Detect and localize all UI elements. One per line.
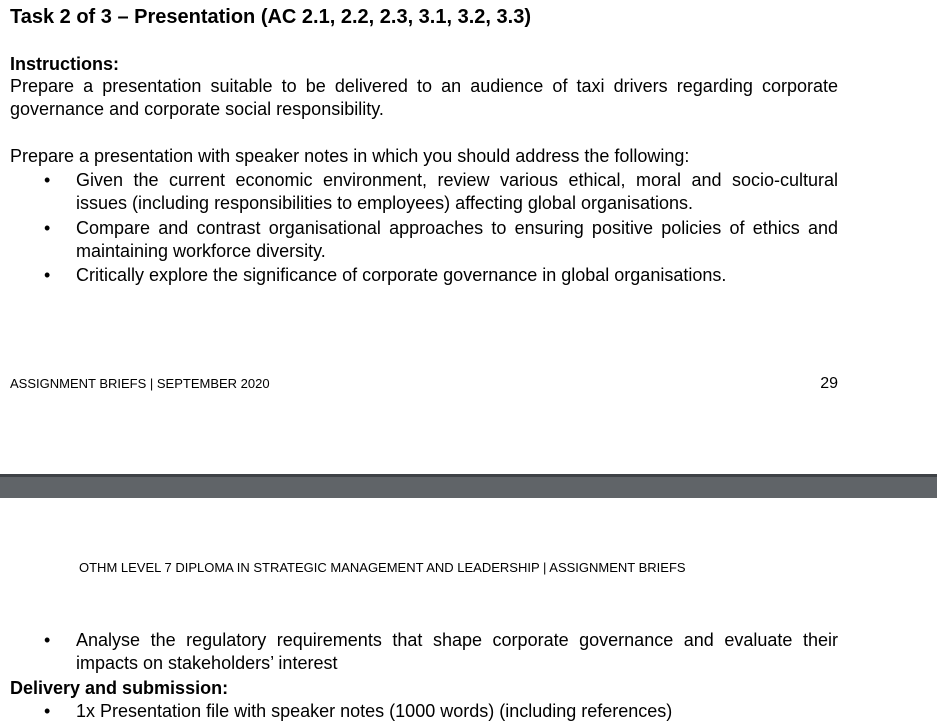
list-item <box>10 217 838 263</box>
page-header: OTHM LEVEL 7 DIPLOMA IN STRATEGIC MANAGEMENT AND LEADERSHIP | ASSIGNMENT BRIEFS <box>79 560 686 575</box>
bullet-icon: • <box>44 630 51 650</box>
bullet-icon: • <box>44 265 51 285</box>
list-item <box>10 264 838 287</box>
task-title: Task 2 of 3 – Presentation (AC 2.1, 2.2, 2.3, 3.1, 3.2, 3.3) <box>10 6 531 28</box>
task-bullet-list-continued <box>10 629 838 677</box>
bullet-text: 1x Presentation file with speaker notes (1000 words) (including references) <box>76 701 673 721</box>
delivery-heading: Delivery and submission: <box>10 678 229 698</box>
bullet-text: Compare and contrast organisational approaches to ensuring positive policies of ethics and maintaining workforce diversity. <box>76 217 838 261</box>
intro-text: Prepare a presentation with speaker notes in which you should address the following: <box>10 146 690 166</box>
bullet-text: Given the current economic environment, review various ethical, moral and socio-cultural issues (including responsibilities to employees) affecting global organisations. <box>76 170 838 213</box>
page-number: 29 <box>820 375 838 392</box>
bullet-icon: • <box>44 217 51 238</box>
instructions-text: Prepare a presentation suitable to be delivered to an audience of taxi drivers regarding corporate governance and corporate social responsibility. <box>10 76 838 119</box>
list-item <box>10 700 838 723</box>
bullet-text: Critically explore the significance of corporate governance in global organisations. <box>76 265 727 285</box>
bullet-text: Analyse the regulatory requirements that shape corporate governance and evaluate their impacts on stakeholders’ interest <box>76 630 838 673</box>
task-bullet-list <box>10 169 838 289</box>
bullet-icon: • <box>44 701 51 721</box>
instructions-heading: Instructions: <box>10 54 120 74</box>
list-item <box>10 629 838 675</box>
page-footer: ASSIGNMENT BRIEFS | SEPTEMBER 2020 <box>10 376 270 391</box>
bullet-icon: • <box>44 170 51 190</box>
delivery-bullet-list <box>10 700 838 725</box>
list-item <box>10 169 838 215</box>
page-separator <box>0 474 937 498</box>
